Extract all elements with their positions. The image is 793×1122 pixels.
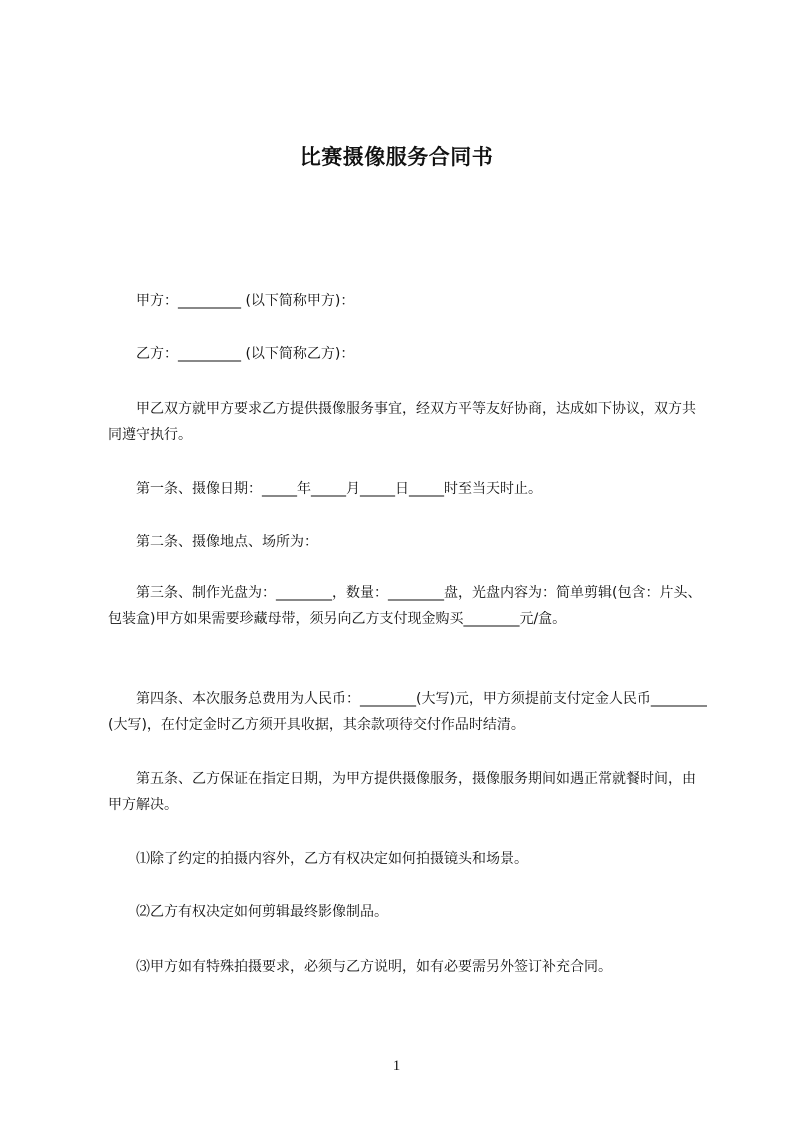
clause-1-paragraph: ⑴除了约定的拍摄内容外，乙方有权决定如何拍摄镜头和场景。 [136, 851, 528, 867]
article-1-paragraph: 第一条、摄像日期：_____年_____月_____日_____时至当天时止。 [136, 481, 542, 497]
article-5-paragraph: 第五条、乙方保证在指定日期，为甲方提供摄像服务，摄像服务期间如遇正常就餐时间，由甲方解决。 [108, 771, 696, 813]
clause-2-paragraph: ⑵乙方有权决定如何剪辑最终影像制品。 [136, 904, 388, 920]
article-4-paragraph: 第四条、本次服务总费用为人民币：________(大写)元，甲方须提前支付定金人民币________(大写)，在付定金时乙方须开具收据，其余款项待交付作品时结清。 [108, 691, 707, 733]
party-b-line: 乙方：_________ (以下简称乙方)： [136, 346, 355, 362]
document-title: 比赛摄像服务合同书 [299, 145, 494, 169]
article-2-paragraph: 第二条、摄像地点、场所为： [136, 534, 318, 550]
article-3-paragraph: 第三条、制作光盘为：________，数量：________盘，光盘内容为：简单剪辑(包含：片头、包装盒)甲方如果需要珍藏母带，须另向乙方支付现金购买________元/盒。 [108, 585, 702, 627]
page-number: 1 [392, 1058, 401, 1074]
preamble-paragraph: 甲乙双方就甲方要求乙方提供摄像服务事宜，经双方平等友好协商，达成如下协议，双方共同遵守执行。 [108, 401, 696, 443]
party-a-line: 甲方：_________ (以下简称甲方)： [136, 293, 355, 309]
clause-3-paragraph: ⑶甲方如有特殊拍摄要求，必须与乙方说明，如有必要需另外签订补充合同。 [136, 959, 612, 975]
